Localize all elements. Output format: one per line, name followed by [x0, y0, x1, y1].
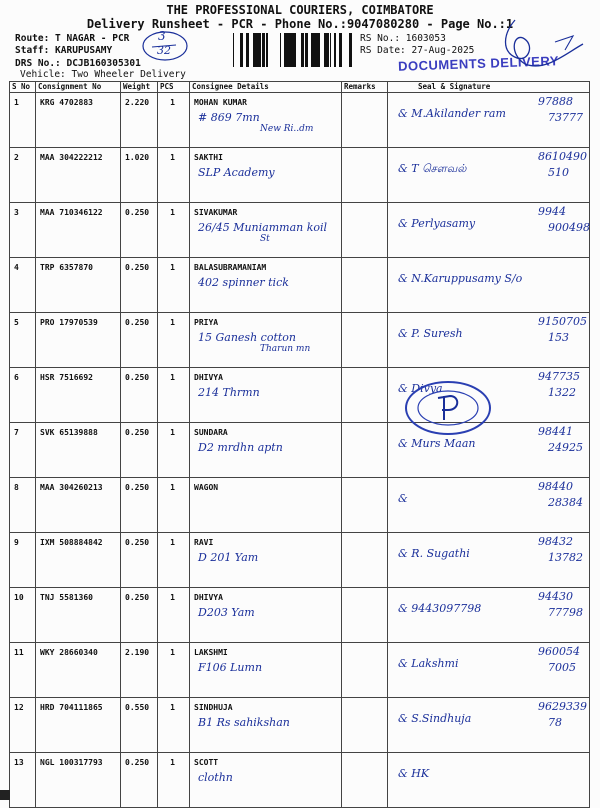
weight-value: 0.250: [121, 313, 158, 368]
receiver-phone: 960054: [538, 645, 580, 658]
table-header-row: [10, 82, 590, 93]
consignee-name: MOHAN KUMAR: [194, 98, 247, 107]
scan-corner-mark: [0, 790, 10, 800]
receiver-signature: & T சௌவல்: [398, 162, 467, 175]
weight-value: 2.220: [121, 93, 158, 148]
seal-signature-cell: [388, 698, 590, 753]
receiver-signature: & S.Sindhuja: [398, 712, 472, 725]
consignee-details: [190, 753, 342, 808]
consignee-details: [190, 423, 342, 478]
pcs-value: 1: [158, 313, 190, 368]
serial-number: 5: [10, 313, 36, 368]
serial-number: 2: [10, 148, 36, 203]
receiver-phone: 9944: [538, 205, 566, 218]
serial-number: 1: [10, 93, 36, 148]
consignment-number: SVK 65139888: [36, 423, 121, 478]
consignee-details: [190, 698, 342, 753]
drs-number: DRS No.: DCJB160305301: [15, 58, 141, 69]
receiver-phone: 97888: [538, 95, 573, 108]
weight-value: 0.250: [121, 423, 158, 478]
receiver-phone-cont: 24925: [548, 441, 583, 454]
serial-number: 12: [10, 698, 36, 753]
company-heading: THE PROFESSIONAL COURIERS, COIMBATORE: [166, 3, 434, 17]
consignee-name: DHIVYA: [194, 593, 223, 602]
consignee-details: [190, 313, 342, 368]
seal-signature-cell: [388, 258, 590, 313]
column-header: Remarks: [342, 82, 388, 93]
serial-number: 10: [10, 588, 36, 643]
receiver-signature: &: [398, 492, 408, 505]
count-total: 32: [157, 44, 171, 57]
consignment-number: IXM 508884842: [36, 533, 121, 588]
remarks-cell: [342, 368, 388, 423]
table-row: [10, 588, 590, 643]
staff-label: Staff: KARUPUSAMY: [15, 45, 113, 56]
consignee-details: [190, 368, 342, 423]
remarks-cell: [342, 313, 388, 368]
receiver-phone: 9629339: [538, 700, 587, 713]
seal-signature-cell: [388, 93, 590, 148]
pcs-value: 1: [158, 753, 190, 808]
table-row: [10, 533, 590, 588]
seal-signature-cell: [388, 148, 590, 203]
consignment-number: HRD 704111865: [36, 698, 121, 753]
remarks-cell: [342, 588, 388, 643]
remarks-cell: [342, 203, 388, 258]
table-row: [10, 423, 590, 478]
weight-value: 0.250: [121, 533, 158, 588]
weight-value: 0.250: [121, 588, 158, 643]
pcs-value: 1: [158, 148, 190, 203]
company-seal-icon: [398, 378, 498, 438]
receiver-phone-cont: 28384: [548, 496, 583, 509]
serial-number: 8: [10, 478, 36, 533]
consignee-name: SIVAKUMAR: [194, 208, 238, 217]
handwritten-address: D 201 Yam: [198, 551, 259, 564]
consignment-number: MAA 710346122: [36, 203, 121, 258]
barcode-icon: [228, 33, 352, 67]
pcs-value: 1: [158, 698, 190, 753]
table-row: [10, 368, 590, 423]
receiver-signature: & Lakshmi: [398, 657, 459, 670]
remarks-cell: [342, 533, 388, 588]
documents-delivery-stamp: DOCUMENTS DELIVERY: [397, 53, 560, 74]
remarks-cell: [342, 753, 388, 808]
handwritten-address: clothn: [198, 771, 233, 784]
receiver-phone-cont: 510: [548, 166, 569, 179]
serial-number: 9: [10, 533, 36, 588]
table-row: [10, 93, 590, 148]
pcs-value: 1: [158, 643, 190, 698]
pcs-value: 1: [158, 533, 190, 588]
consignment-number: KRG 4702883: [36, 93, 121, 148]
consignee-details: [190, 93, 342, 148]
receiver-phone: 98432: [538, 535, 573, 548]
receiver-phone-cont: 77798: [548, 606, 583, 619]
receiver-phone: 98441: [538, 425, 573, 438]
handwritten-address: 26/45 Muniamman koil: [198, 221, 328, 234]
handwritten-address: SLP Academy: [198, 166, 275, 179]
seal-signature-cell: [388, 588, 590, 643]
consignee-details: [190, 258, 342, 313]
receiver-signature: & P. Suresh: [398, 327, 463, 340]
rs-number: RS No.: 1603053: [360, 33, 446, 44]
table-row: [10, 643, 590, 698]
remarks-cell: [342, 478, 388, 533]
handwritten-address: D203 Yam: [198, 606, 255, 619]
table-row: [10, 258, 590, 313]
serial-number: 13: [10, 753, 36, 808]
table-row: [10, 753, 590, 808]
consignment-number: MAA 304260213: [36, 478, 121, 533]
serial-number: 11: [10, 643, 36, 698]
weight-value: 0.250: [121, 368, 158, 423]
consignee-details: [190, 203, 342, 258]
column-header: S No: [10, 82, 36, 93]
receiver-phone-cont: 900498: [548, 221, 590, 234]
column-header: PCS: [158, 82, 190, 93]
receiver-signature: & R. Sugathi: [398, 547, 470, 560]
handwritten-address-line2: Tharun mn: [260, 344, 311, 354]
receiver-signature: & M.Akilander ram: [398, 107, 506, 120]
rs-date: RS Date: 27-Aug-2025: [360, 45, 475, 56]
weight-value: 0.250: [121, 478, 158, 533]
serial-number: 3: [10, 203, 36, 258]
receiver-signature: & Murs Maan: [398, 437, 476, 450]
remarks-cell: [342, 423, 388, 478]
receiver-phone-cont: 153: [548, 331, 569, 344]
seal-signature-cell: [388, 643, 590, 698]
count-value: 3: [158, 29, 166, 43]
handwritten-address-line2: St: [260, 234, 270, 244]
receiver-signature: & Divya: [398, 382, 443, 395]
handwritten-address: F106 Lumn: [198, 661, 263, 674]
receiver-phone-cont: 7005: [548, 661, 576, 674]
column-header: Consignee Details: [190, 82, 342, 93]
handwritten-address: 402 spinner tick: [198, 276, 289, 289]
signature-flourish-icon: [495, 14, 590, 74]
consignee-name: SUNDARA: [194, 428, 228, 437]
serial-number: 6: [10, 368, 36, 423]
handwritten-count: [140, 30, 190, 62]
vehicle-label: Vehicle: Two Wheeler Delivery: [20, 69, 186, 80]
weight-value: 1.020: [121, 148, 158, 203]
serial-number: 7: [10, 423, 36, 478]
seal-signature-cell: [388, 533, 590, 588]
runsheet-title: Delivery Runsheet - PCR - Phone No.:9047080280 - Page No.:1: [86, 17, 514, 31]
receiver-phone: 8610490: [538, 150, 587, 163]
receiver-signature: & Perlyasamy: [398, 217, 476, 230]
consignee-name: BALASUBRAMANIAM: [194, 263, 267, 272]
consignment-number: TRP 6357870: [36, 258, 121, 313]
consignee-details: [190, 478, 342, 533]
table-row: [10, 478, 590, 533]
receiver-phone-cont: 13782: [548, 551, 583, 564]
seal-signature-cell: [388, 753, 590, 808]
weight-value: 0.550: [121, 698, 158, 753]
receiver-signature: & 9443097798: [398, 602, 482, 615]
receiver-phone-cont: 78: [548, 716, 562, 729]
receiver-phone: 94430: [538, 590, 573, 603]
pcs-value: 1: [158, 258, 190, 313]
handwritten-address: 15 Ganesh cotton: [198, 331, 296, 344]
remarks-cell: [342, 93, 388, 148]
consignee-name: SINDHUJA: [194, 703, 233, 712]
consignee-name: SAKTHI: [194, 153, 223, 162]
table-row: [10, 203, 590, 258]
consignee-name: RAVI: [194, 538, 214, 547]
consignment-number: WKY 28660340: [36, 643, 121, 698]
pcs-value: 1: [158, 588, 190, 643]
pcs-value: 1: [158, 93, 190, 148]
consignee-name: LAKSHMI: [194, 648, 228, 657]
column-header: Consignment No: [36, 82, 121, 93]
pcs-value: 1: [158, 368, 190, 423]
table-row: [10, 148, 590, 203]
receiver-phone-cont: 1322: [548, 386, 576, 399]
consignee-name: WAGON: [194, 483, 219, 492]
seal-signature-cell: [388, 203, 590, 258]
pcs-value: 1: [158, 423, 190, 478]
receiver-signature: & N.Karuppusamy S/o: [398, 272, 523, 285]
consignment-number: HSR 7516692: [36, 368, 121, 423]
weight-value: 0.250: [121, 753, 158, 808]
consignee-details: [190, 533, 342, 588]
handwritten-address: 214 Thrmn: [198, 386, 260, 399]
consignee-name: PRIYA: [194, 318, 219, 327]
weight-value: 0.250: [121, 258, 158, 313]
runsheet-table: [9, 81, 590, 808]
remarks-cell: [342, 698, 388, 753]
pcs-value: 1: [158, 203, 190, 258]
receiver-phone: 98440: [538, 480, 573, 493]
pcs-value: 1: [158, 478, 190, 533]
consignment-number: MAA 304222212: [36, 148, 121, 203]
receiver-phone: 9150705: [538, 315, 587, 328]
consignment-number: PRO 17970539: [36, 313, 121, 368]
consignee-name: SCOTT: [194, 758, 219, 767]
column-header: Seal & Signature: [388, 82, 590, 93]
handwritten-address: # 869 7mn: [198, 111, 260, 124]
consignee-details: [190, 588, 342, 643]
handwritten-address-line2: New Ri..dm: [260, 124, 314, 134]
handwritten-address: B1 Rs sahikshan: [198, 716, 290, 729]
seal-signature-cell: [388, 313, 590, 368]
consignee-details: [190, 643, 342, 698]
handwritten-address: D2 mrdhn aptn: [198, 441, 283, 454]
receiver-phone-cont: 73777: [548, 111, 583, 124]
table-row: [10, 313, 590, 368]
serial-number: 4: [10, 258, 36, 313]
table-row: [10, 698, 590, 753]
seal-signature-cell: [388, 478, 590, 533]
receiver-phone: 947735: [538, 370, 580, 383]
receiver-signature: & HK: [398, 767, 430, 780]
consignment-number: NGL 100317793: [36, 753, 121, 808]
remarks-cell: [342, 258, 388, 313]
consignment-number: TNJ 5581360: [36, 588, 121, 643]
column-header: Weight: [121, 82, 158, 93]
weight-value: 2.190: [121, 643, 158, 698]
remarks-cell: [342, 148, 388, 203]
remarks-cell: [342, 643, 388, 698]
consignee-details: [190, 148, 342, 203]
consignee-name: DHIVYA: [194, 373, 223, 382]
route-label: Route: T NAGAR - PCR: [15, 33, 130, 44]
weight-value: 0.250: [121, 203, 158, 258]
